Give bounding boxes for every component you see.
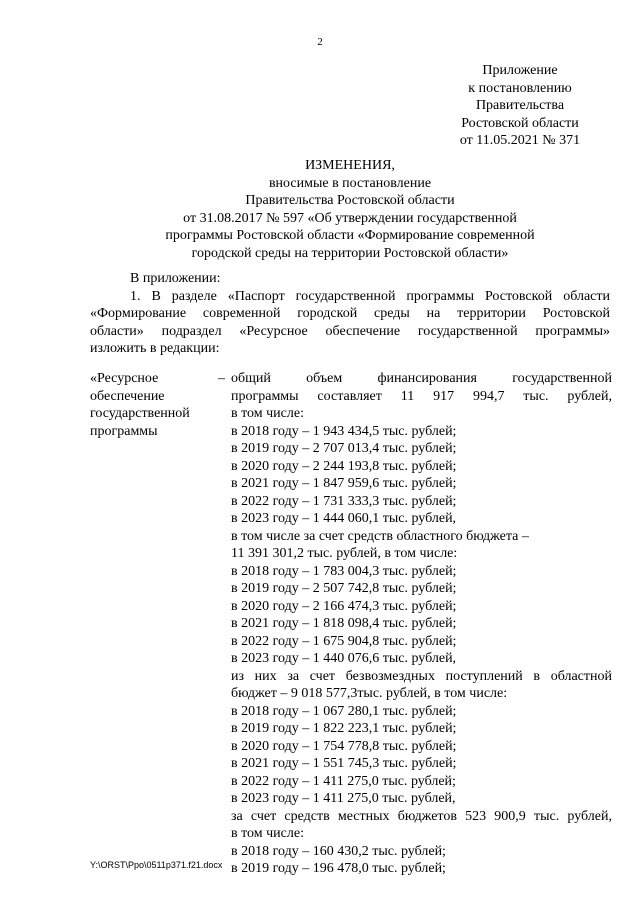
total-year-line: в 2022 году – 1 731 333,3 тыс. рублей; — [231, 493, 457, 509]
file-path-footer: Y:\ORST\Ppo\0511p371.f21.docx — [90, 860, 223, 870]
item1-line: изложить в редакции: — [90, 341, 220, 356]
title-line: городской среды на территории Ростовской области» — [191, 245, 509, 261]
label-line: «Ресурсное — [90, 371, 159, 386]
appendix-line: Ростовской области — [461, 115, 579, 131]
item1-line: 1. В разделе «Паспорт государственной программы Ростовской области — [130, 288, 610, 304]
page-number: 2 — [317, 36, 323, 48]
local-year-line: в 2019 году – 196 478,0 тыс. рублей; — [231, 861, 446, 876]
regional-year-line: в 2020 году – 2 166 474,3 тыс. рублей; — [231, 598, 457, 614]
title-line: программы Ростовской области «Формирование современной — [165, 228, 535, 243]
appendix-line: к постановлению — [468, 80, 572, 96]
total-year-line: в 2020 году – 2 244 193,8 тыс. рублей; — [231, 458, 457, 474]
item1-line: области» подраздел «Ресурсное обеспечение государственной программы» — [90, 323, 610, 339]
regional-total-line: 11 391 301,2 тыс. рублей, в том числе: — [231, 546, 458, 561]
intro-paragraph: В приложении: — [130, 271, 221, 286]
title-line: вносимые в постановление — [268, 175, 432, 191]
appendix-line: от 11.05.2021 № 371 — [459, 133, 581, 148]
grants-year-line: в 2021 году – 1 551 745,3 тыс. рублей; — [231, 756, 457, 771]
label-line: обеспечение — [90, 388, 165, 404]
resources-content — [231, 370, 612, 878]
local-including-line: в том числе: — [231, 826, 304, 841]
grants-year-line: в 2023 году – 1 411 275,0 тыс. рублей, — [231, 791, 456, 806]
appendix-line: Приложение — [482, 63, 558, 78]
item1-line: «Формирование современной городской среды на территории Ростовской — [90, 306, 610, 321]
grants-year-line: в 2018 году – 1 067 280,1 тыс. рублей; — [231, 703, 457, 719]
appendix-block — [440, 62, 600, 150]
total-line: общий объем финансирования государственной — [231, 371, 612, 386]
appendix-line: Правительства — [475, 98, 565, 113]
grants-line: бюджет – 9 018 577,3тыс. рублей, в том числе: — [231, 686, 508, 701]
total-line: программы составляет 11 917 994,7 тыс. рублей, — [231, 388, 612, 404]
regional-year-line: в 2021 году – 1 818 098,4 тыс. рублей; — [231, 616, 457, 631]
label-line: государственной — [90, 406, 190, 421]
regional-year-line: в 2022 году – 1 675 904,8 тыс. рублей; — [231, 633, 457, 649]
grants-year-line: в 2022 году – 1 411 275,0 тыс. рублей; — [231, 773, 456, 789]
title-line: от 31.08.2017 № 597 «Об утверждении государственной — [183, 210, 517, 226]
resources-label — [90, 370, 210, 440]
grants-year-line: в 2019 году – 1 822 223,1 тыс. рублей; — [231, 721, 457, 736]
label-line: программы — [90, 423, 158, 439]
title-heading: ИЗМЕНЕНИЯ, — [305, 158, 395, 173]
regional-year-line: в 2023 году – 1 440 076,6 тыс. рублей, — [231, 651, 457, 666]
total-year-line: в 2021 году – 1 847 959,6 тыс. рублей; — [231, 476, 457, 491]
regional-intro-line: в том числе за счет средств областного бюджета – — [231, 528, 529, 544]
document-title — [100, 157, 600, 262]
including-line: в том числе: — [231, 406, 304, 421]
total-year-line: в 2023 году – 1 444 060,1 тыс. рублей, — [231, 511, 457, 526]
grants-line: из них за счет безвозмездных поступлений в областной — [231, 668, 612, 684]
dash-separator: – — [218, 371, 225, 386]
regional-year-line: в 2018 году – 1 783 004,3 тыс. рублей; — [231, 563, 457, 579]
body-text — [90, 270, 610, 358]
grants-year-line: в 2020 году – 1 754 778,8 тыс. рублей; — [231, 738, 457, 754]
local-year-line: в 2018 году – 160 430,2 тыс. рублей; — [231, 843, 446, 859]
total-year-line: в 2019 году – 2 707 013,4 тыс. рублей; — [231, 441, 457, 456]
local-line: за счет средств местных бюджетов 523 900,9 тыс. рублей, — [231, 808, 612, 824]
regional-year-line: в 2019 году – 2 507 742,8 тыс. рублей; — [231, 581, 457, 596]
total-year-line: в 2018 году – 1 943 434,5 тыс. рублей; — [231, 423, 457, 439]
title-line: Правительства Ростовской области — [245, 193, 455, 208]
